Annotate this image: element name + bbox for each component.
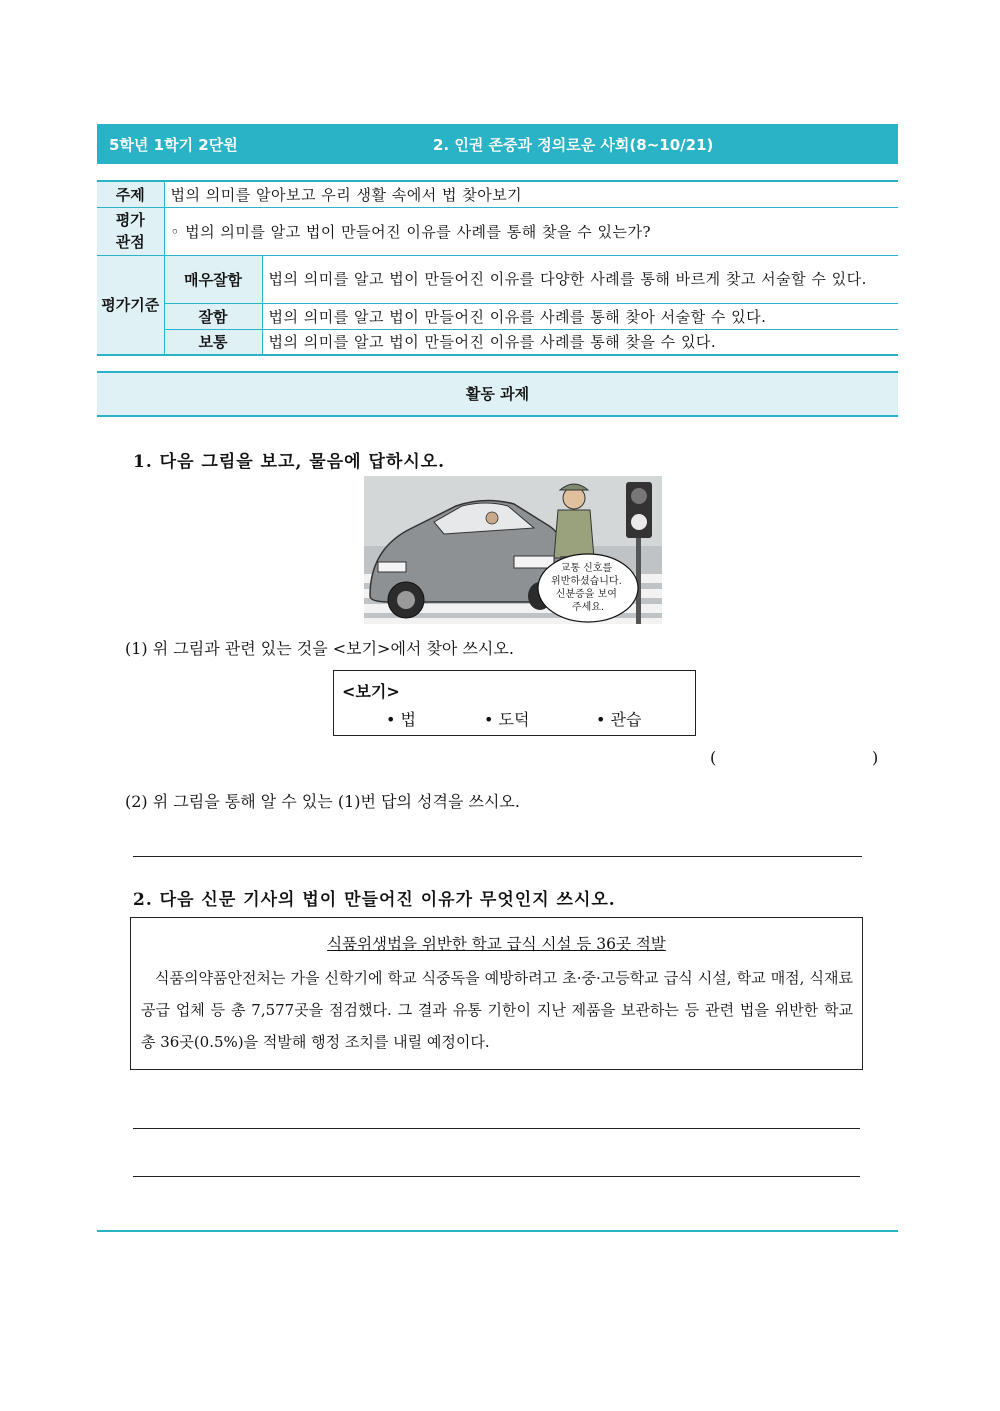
viewpoint-text: ◦ 법의 의미를 알고 법이 만들어진 이유를 사례를 통해 찾을 수 있는가? — [164, 207, 898, 255]
topic-label: 주제 — [97, 181, 164, 207]
answer-paren-open: ( — [710, 748, 717, 767]
criteria-label: 평가기준 — [97, 255, 164, 355]
news-article-box — [130, 917, 863, 1070]
topic-text: 법의 의미를 알아보고 우리 생활 속에서 법 찾아보기 — [164, 181, 898, 207]
answer-line-3 — [133, 1176, 860, 1177]
bogi-title: <보기> — [342, 682, 400, 701]
level-label-excellent: 매우잘함 — [164, 255, 262, 303]
level-text-average: 법의 의미를 알고 법이 만들어진 이유를 사례를 통해 찾을 수 있다. — [262, 329, 898, 355]
bogi-option-law: • 법 — [386, 710, 416, 729]
footer-divider — [97, 1230, 898, 1232]
level-label-average: 보통 — [164, 329, 262, 355]
unit-label: 5학년 1학기 2단원 — [109, 136, 238, 154]
speech-line-3: 신분증을 보여 — [555, 589, 617, 600]
bogi-option-morality: • 도덕 — [484, 710, 530, 729]
viewpoint-label — [97, 207, 164, 255]
news-headline: 식품위생법을 위반한 학교 급식 시설 등 36곳 적발 — [327, 935, 666, 953]
answer-line-2 — [133, 1128, 860, 1129]
answer-paren-close: ) — [872, 748, 879, 767]
answer-line-1 — [133, 856, 862, 857]
question-1-sub-1: (1) 위 그림과 관련 있는 것을 <보기>에서 찾아 쓰시오. — [125, 639, 514, 658]
bogi-box — [333, 670, 696, 736]
bogi-option-custom: • 관습 — [596, 710, 642, 729]
news-body: 식품의약품안전처는 가을 신학기에 학교 식중독을 예방하려고 초·중·고등학교 급식 시설, 학교 매점, 식재료 공급 업체 등 총 7,577곳을 점검했다. 그 결과 유통 기한이 지난 제품을 보관하는 등 관련 법을 위반한 학교 총 36곳(0.5%)을 적발해 행정 조치를 내릴 예정이다. — [141, 969, 853, 1051]
question-1-prompt: 1. 다음 그림을 보고, 물음에 답하시오. — [133, 452, 446, 472]
level-text-good: 법의 의미를 알고 법이 만들어진 이유를 사례를 통해 찾아 서술할 수 있다. — [262, 303, 898, 329]
activity-title: 활동 과제 — [97, 371, 898, 417]
viewpoint-label-line-1: 평가 — [115, 211, 145, 229]
question-1-sub-2: (2) 위 그림을 통해 알 수 있는 (1)번 답의 성격을 쓰시오. — [125, 792, 520, 811]
speech-line-2: 위반하셨습니다. — [551, 576, 622, 587]
viewpoint-label-line-2: 관점 — [115, 233, 145, 251]
level-label-good: 잘함 — [164, 303, 262, 329]
question-2-prompt: 2. 다음 신문 기사의 법이 만들어진 이유가 무엇인지 쓰시오. — [133, 890, 616, 910]
evaluation-table — [97, 180, 898, 356]
level-text-excellent: 법의 의미를 알고 법이 만들어진 이유를 다양한 사례를 통해 바르게 찾고 서술할 수 있다. — [262, 255, 898, 303]
header-bar — [97, 124, 898, 164]
traffic-violation-illustration — [364, 476, 662, 624]
speech-line-4: 주세요. — [571, 602, 605, 613]
speech-line-1: 교통 신호를 — [560, 563, 613, 574]
lesson-title: 2. 인권 존중과 정의로운 사회(8~10/21) — [433, 136, 714, 154]
